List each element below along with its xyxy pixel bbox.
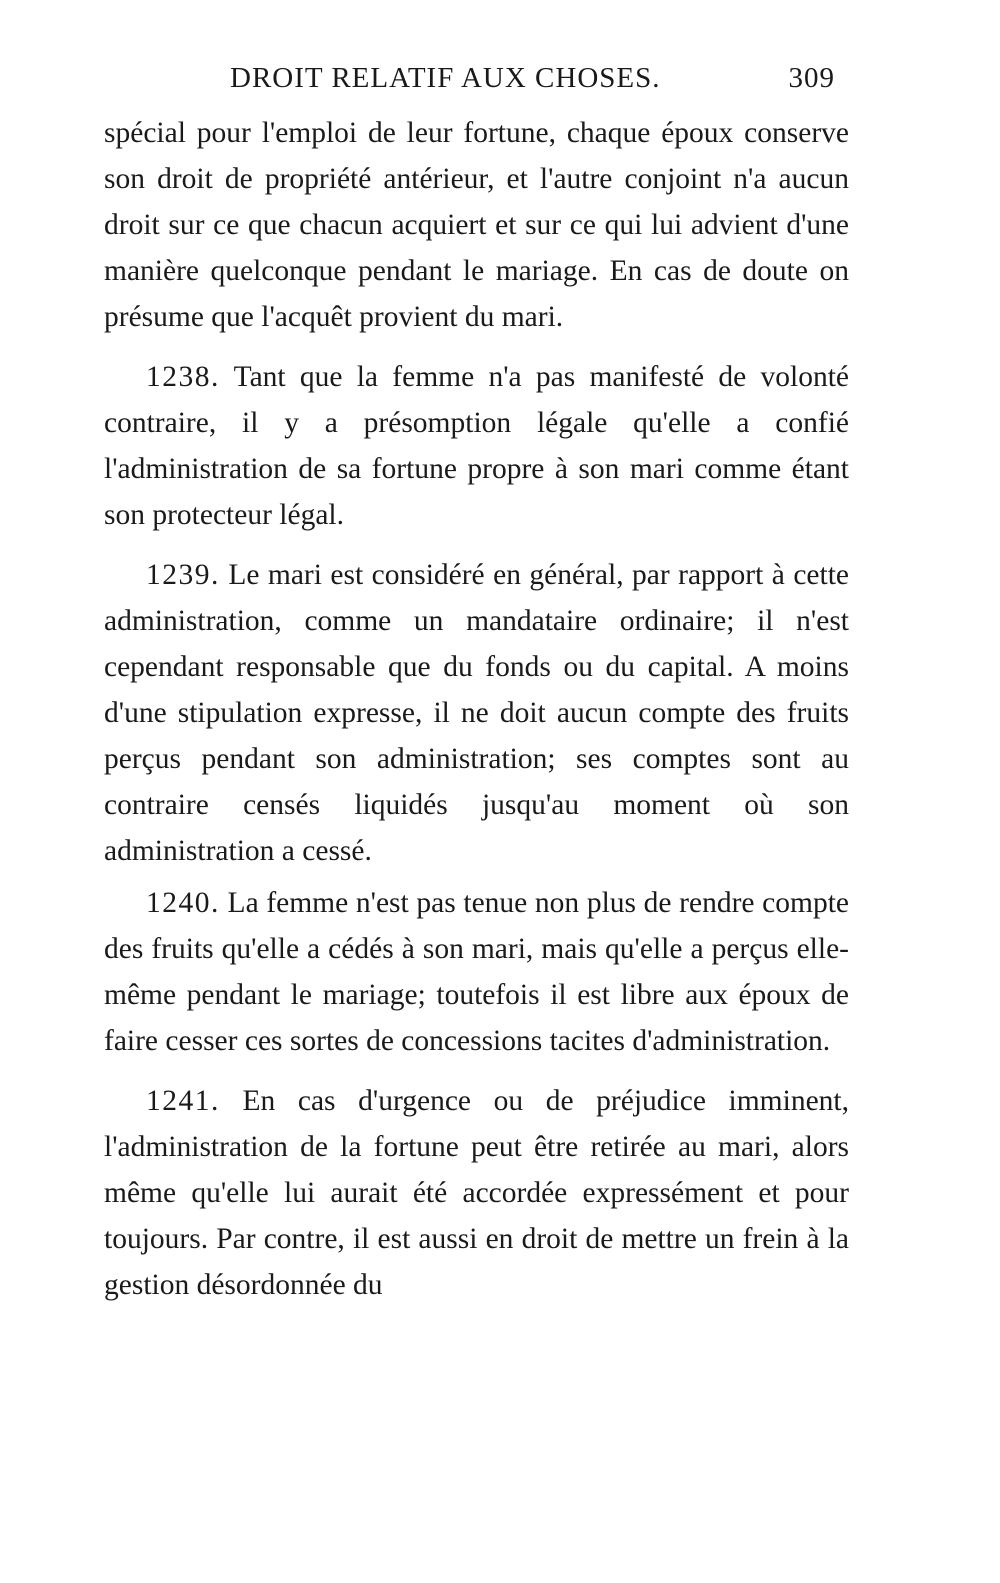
article-1238 (104, 354, 849, 538)
running-title: DROIT RELATIF AUX CHOSES. (230, 62, 661, 94)
article-number: 1241. (146, 1085, 220, 1117)
paragraph-text: La femme n'est pas tenue non plus de rendre compte des fruits qu'elle a cédés à son mari, mais qu'elle a perçus elle-même pendant le mariage; toutefois il est libre aux époux de faire cesser ces sortes de concessions tacites d'administration. (104, 887, 850, 1057)
paragraph-text: Le mari est considéré en général, par rapport à cette administration, comme un mandataire ordinaire; il n'est cependant responsable que du fonds ou du capital. A moins d'une stipulation expresse, il ne doit aucun compte des fruits perçus pendant son administration; ses comptes sont au contraire censés liquidés jusqu'au moment où son administration a cessé. (104, 559, 849, 867)
page-number: 309 (788, 62, 835, 94)
running-head (230, 62, 835, 106)
paragraph-continuation (104, 110, 849, 340)
paragraph-text: En cas d'urgence ou de préjudice imminent, l'administration de la fortune peut être retirée au mari, alors même qu'elle lui aurait été accordée expressément et pour toujours. Par contre, il est aussi en droit de mettre un frein à la gestion désordonnée du (104, 1085, 849, 1301)
article-number: 1239. (146, 559, 220, 591)
article-number: 1240. (146, 887, 220, 919)
article-number: 1238. (146, 361, 220, 393)
paragraph-text: spécial pour l'emploi de leur fortune, chaque époux conserve son droit de propriété antérieur, et l'autre conjoint n'a aucun droit sur ce que chacun acquiert et sur ce qui lui advient d'une manière quelconque pendant le mariage. En cas de doute on présume que l'acquêt provient du mari. (104, 117, 849, 333)
article-1240 (104, 880, 849, 1064)
body-text (104, 110, 849, 1308)
paragraph-text: Tant que la femme n'a pas manifesté de volonté contraire, il y a présomption légale qu'elle a confié l'administration de sa fortune propre à son mari comme étant son protecteur légal. (104, 361, 849, 531)
article-1239 (104, 552, 849, 874)
article-1241 (104, 1078, 849, 1308)
